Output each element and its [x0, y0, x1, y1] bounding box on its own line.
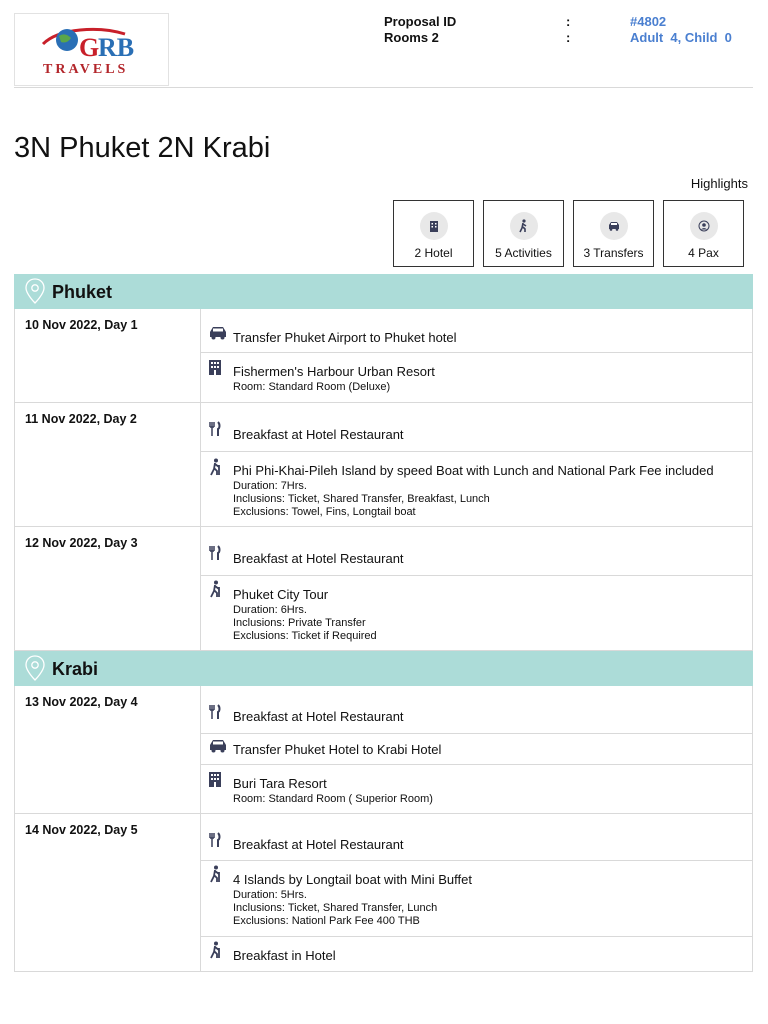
- globe-logo-icon: [39, 22, 149, 62]
- item-detail: Room: Standard Room (Deluxe): [233, 381, 391, 393]
- hiker-icon: [208, 941, 224, 959]
- day-row: [14, 814, 753, 972]
- item-title: Phuket City Tour: [233, 587, 329, 602]
- itinerary-item: [201, 765, 752, 814]
- hiker-icon: [518, 219, 530, 233]
- highlight-label: 2 Hotel: [414, 246, 453, 260]
- item-detail: Duration: 6Hrs.: [233, 604, 307, 616]
- item-detail: Inclusions: Private Transfer: [233, 617, 366, 629]
- highlight-transfers: [573, 200, 654, 267]
- day-date: 10 Nov 2022, Day 1: [25, 318, 138, 332]
- proposal-id-value: #4802: [630, 14, 667, 29]
- map-pin-icon: [24, 655, 46, 681]
- highlight-hotels: [393, 200, 474, 267]
- package-title: 3N Phuket 2N Krabi: [14, 132, 271, 164]
- itinerary-item: [201, 576, 752, 651]
- itinerary-item: [201, 814, 752, 861]
- fork-knife-icon: [208, 545, 222, 561]
- item-title: Phi Phi-Khai-Pileh Island by speed Boat with Lunch and National Park Fee included: [233, 463, 714, 478]
- svg-text:G: G: [79, 33, 100, 62]
- item-title: Breakfast in Hotel: [233, 948, 336, 963]
- item-title: Transfer Phuket Hotel to Krabi Hotel: [233, 742, 442, 757]
- section-header-phuket: [14, 274, 753, 309]
- day-date: 12 Nov 2022, Day 3: [25, 536, 138, 550]
- item-detail: Duration: 5Hrs.: [233, 889, 307, 901]
- car-icon: [208, 739, 228, 753]
- fork-knife-icon: [208, 832, 222, 848]
- item-detail: Inclusions: Ticket, Shared Transfer, Lunch: [233, 902, 438, 914]
- itinerary-item: [201, 734, 752, 765]
- rooms-label: Rooms 2: [384, 30, 439, 45]
- highlight-activities: [483, 200, 564, 267]
- item-detail: Exclusions: Nationl Park Fee 400 THB: [233, 915, 420, 927]
- hiker-icon: [208, 458, 224, 476]
- car-icon: [208, 326, 228, 340]
- highlight-pax: [663, 200, 744, 267]
- building-icon: [208, 359, 222, 375]
- logo-text: TRAVELS: [43, 62, 129, 77]
- guests-value: Adult 4, Child 0: [630, 30, 732, 45]
- item-title: 4 Islands by Longtail boat with Mini Buffet: [233, 872, 472, 887]
- item-detail: Duration: 7Hrs.: [233, 480, 307, 492]
- map-pin-icon: [24, 278, 46, 304]
- highlights-title: Highlights: [690, 176, 748, 191]
- item-title: Breakfast at Hotel Restaurant: [233, 837, 404, 852]
- item-detail: Exclusions: Towel, Fins, Longtail boat: [233, 506, 416, 518]
- svg-text:RB: RB: [98, 33, 135, 62]
- item-title: Fishermen's Harbour Urban Resort: [233, 364, 435, 379]
- itinerary-item: [201, 403, 752, 452]
- section-title: Phuket: [52, 282, 113, 302]
- day-row: [14, 686, 753, 814]
- itinerary-item: [201, 309, 752, 353]
- day-date: 14 Nov 2022, Day 5: [25, 823, 138, 837]
- person-icon: [698, 220, 710, 232]
- itinerary-item: [201, 861, 752, 937]
- item-title: Transfer Phuket Airport to Phuket hotel: [233, 330, 457, 345]
- header-divider: [14, 87, 753, 88]
- item-title: Breakfast at Hotel Restaurant: [233, 709, 404, 724]
- highlight-label: 4 Pax: [688, 246, 719, 260]
- car-icon: [607, 221, 621, 231]
- day-row: [14, 527, 753, 651]
- item-detail: Room: Standard Room ( Superior Room): [233, 793, 433, 805]
- colon: :: [566, 14, 571, 29]
- hiker-icon: [208, 865, 224, 883]
- company-logo: [14, 13, 169, 86]
- day-row: [14, 403, 753, 527]
- proposal-id-label: Proposal ID: [384, 14, 457, 29]
- item-title: Breakfast at Hotel Restaurant: [233, 427, 404, 442]
- itinerary-item: [201, 527, 752, 576]
- building-icon: [428, 220, 440, 232]
- highlight-label: 5 Activities: [495, 246, 552, 260]
- day-row: [14, 309, 753, 403]
- item-title: Breakfast at Hotel Restaurant: [233, 551, 404, 566]
- section-title: Krabi: [52, 659, 99, 679]
- building-icon: [208, 771, 222, 787]
- fork-knife-icon: [208, 704, 222, 720]
- item-title: Buri Tara Resort: [233, 776, 327, 791]
- itinerary-item: [201, 452, 752, 527]
- day-date: 13 Nov 2022, Day 4: [25, 695, 138, 709]
- hiker-icon: [208, 580, 224, 598]
- fork-knife-icon: [208, 421, 222, 437]
- highlight-label: 3 Transfers: [583, 246, 644, 260]
- day-date: 11 Nov 2022, Day 2: [25, 412, 137, 426]
- section-header-krabi: [14, 651, 753, 686]
- itinerary-item: [201, 937, 752, 972]
- colon: :: [566, 30, 571, 45]
- item-detail: Inclusions: Ticket, Shared Transfer, Breakfast, Lunch: [233, 493, 490, 505]
- item-detail: Exclusions: Ticket if Required: [233, 630, 377, 642]
- itinerary-item: [201, 686, 752, 734]
- itinerary-item: [201, 353, 752, 403]
